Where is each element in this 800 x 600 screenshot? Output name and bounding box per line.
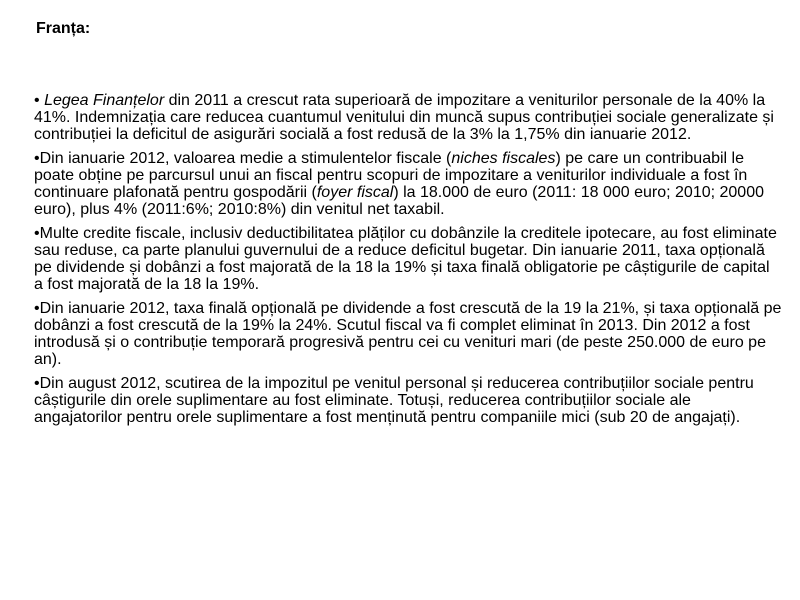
text-segment: ) pe care un contribuabil le poate obține pe parcursul unui an fiscal pentru scopuri de impozitare a veniturilor individuale a fost în continuare plafonată pentru gospodării (: [34, 150, 748, 201]
bullet-item-ore-suplimentare: [34, 375, 782, 426]
text-segment-italic: Legea Finanțelor: [44, 92, 165, 109]
bullet-glyph: •: [34, 375, 40, 392]
slide-title: Franța:: [36, 20, 91, 37]
bullet-glyph: •: [34, 225, 40, 242]
bullet-glyph: •: [34, 150, 40, 167]
text-segment: din 2011 a crescut rata superioară de impozitare a veniturilor personale de la 40% la 41%. Indemnizația care reducea cuantumul venitului din muncă supus contribuției sociale generalizate și contribuției la deficitul de asigurări socială a fost redusă de la 3% la 1,75% din ianuarie 2012.: [34, 92, 774, 143]
bullet-item-credite-fiscale: [34, 225, 782, 293]
text-segment: Din ianuarie 2012, valoarea medie a stimulentelor fiscale (: [39, 150, 452, 167]
text-segment: Din ianuarie 2012, taxa finală opțională pe dividende a fost crescută de la 19 la 21%, și taxa opțională pe dobânzi a fost crescută de la 19% la 24%. Scutul fiscal va fi complet eliminat în 2013. Din 2012 a fost introdusă și o contribuție temporară progresivă pentru cei cu venituri mari (de peste 250.000 de euro pe an).: [34, 300, 782, 368]
bullet-item-stimulente-fiscale: [34, 150, 782, 218]
text-segment: Din august 2012, scutirea de la impozitul pe venitul personal și reducerea contribuțiilor sociale pentru câștigurile din orele suplimentare au fost eliminate. Totuși, reducerea contribuțiilor sociale ale angajatorilor pentru orele suplimentare a fost menținută pentru companiile mici (sub 20 de angajați).: [34, 375, 754, 426]
bullet-item-legea-finantelor: [34, 92, 782, 143]
text-segment-italic: niches fiscales: [451, 150, 556, 167]
text-segment: ) la 18.000 de euro (2011: 18 000 euro; 2010; 20000 euro), plus 4% (2011:6%; 2010:8%) din venitul net taxabil.: [34, 184, 764, 218]
text-segment-italic: foyer fiscal: [316, 184, 394, 201]
bullet-item-taxa-finala: [34, 300, 782, 368]
bullet-list: [34, 92, 782, 433]
text-segment: Multe credite fiscale, inclusiv deductibilitatea plăților cu dobânzile la creditele ipotecare, au fost eliminate sau reduse, ca parte planului guvernului de a reduce deficitul bugetar. Din ianuarie 2011, taxa opțională pe dividende și dobânzi a fost majorată de la 18 la 19% și taxa finală obligatorie pe câștigurile de capital a fost majorată de la 18 la 19%.: [34, 225, 777, 293]
bullet-glyph: •: [34, 92, 40, 109]
bullet-glyph: •: [34, 300, 40, 317]
